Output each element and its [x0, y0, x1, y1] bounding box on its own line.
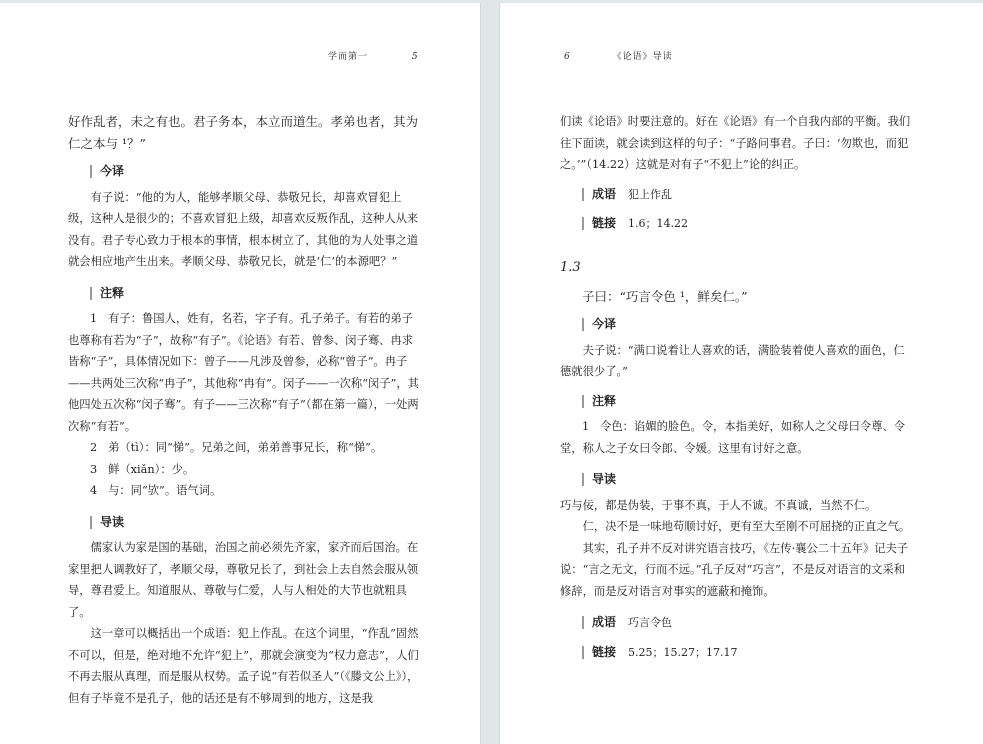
note-item: 1 有子：鲁国人，姓有，名若，字子有。孔子弟子。有若的弟子也尊称有若为“子”，故称“有子”。《论语》有若、曾参、闵子骞、冉求皆称“子”，具体情况如下：曾子——凡涉及曾参，必称“曾子”。冉子——共两处三次称“冉子”，其他称“冉有”。闵子——一次称“闵子”，其他四处五次称“闵子骞”。有子——三次称“有子”（都在第一篇），一处两次称“有若”。 — [68, 312, 419, 433]
page-number: 6 — [564, 52, 571, 62]
running-header — [328, 49, 419, 62]
section-bar — [90, 165, 92, 178]
notes-heading: 注释 — [582, 391, 913, 413]
link-value: 1.6；14.22 — [628, 217, 688, 230]
note-item: 1 令色：谄媚的脸色。令，本指美好，如称人之父母曰令尊、令堂，称人之子女曰令郎、令媛。这里有讨好之意。 — [560, 420, 906, 455]
header-title: 学而第一 — [328, 52, 369, 62]
guide-paragraph: 其实，孔子并不反对讲究语言技巧，《左传·襄公二十五年》记夫子说：“言之无文，行而不远。”孔子反对“巧言”，不是反对语言的文采和修辞，而是反对语言对事实的遮蔽和掩饰。 — [560, 541, 909, 598]
translation-text: 夫子说：“满口说着让人喜欢的话，满脸装着使人喜欢的面色，仁德就很少了。” — [560, 343, 905, 378]
section-bar — [582, 318, 584, 331]
note-item: 2 弟（tì）：同“悌”。兄弟之间，弟弟善事兄长，称“悌”。 — [90, 441, 383, 454]
guide-paragraph: 这一章可以概括出一个成语：犯上作乱。在这个词里，“作乱”固然不可以，但是，绝对地不允许“犯上”，那就会演变为“权力意志”，人们不再去服从真理，而是服从权势。孟子说“有若似圣人”（《滕文公上》），但有子毕竟不是孔子，他的话还是有不够周到的地方，这是我 — [68, 627, 419, 705]
right-page — [499, 3, 983, 744]
translation-heading: 今译 — [90, 161, 420, 183]
section-bar — [90, 516, 92, 529]
guide-heading: 导读 — [582, 469, 913, 491]
header-title: 《论语》导读 — [612, 52, 673, 62]
guide-paragraph: 巧与佞，都是伪装，于事不真，于人不诚。不真诚，当然不仁。 — [560, 498, 877, 512]
guide-paragraph: 仁，决不是一味地苟顺讨好，更有至大至刚不可屈挠的正直之气。 — [582, 520, 911, 533]
section-bar — [582, 473, 584, 486]
idiom-row: 成语 巧言令色 — [582, 612, 913, 634]
section-bar — [582, 646, 584, 659]
section-bar — [582, 395, 584, 408]
quote-text: 子曰：“巧言令色 ¹，鲜矣仁。” — [582, 289, 748, 304]
section-bar — [582, 616, 584, 629]
page-number: 5 — [411, 52, 419, 62]
link-value: 5.25；15.27；17.17 — [628, 645, 738, 659]
guide-heading: 导读 — [90, 512, 420, 534]
left-page — [0, 3, 481, 744]
running-header — [564, 49, 673, 62]
translation-text: 有子说：“他的为人，能够孝顺父母、恭敬兄长，却喜欢冒犯上级，这种人是很少的；不喜欢冒犯上级，却喜欢反叛作乱，这种人从来没有。君子专心致力于根本的事情，根本树立了，其他的为人处事之道就会相应地产生出来。孝顺父母、恭敬兄长，就是‘仁’的本源吧？” — [68, 190, 419, 268]
note-item: 4 与：同“欤”。语气词。 — [90, 484, 222, 497]
idiom-row: 成语 犯上作乱 — [582, 184, 913, 206]
idiom-value: 巧言令色 — [628, 616, 673, 629]
note-item: 3 鲜（xiǎn）：少。 — [90, 462, 195, 476]
link-row: 链接 1.6；14.22 — [582, 213, 913, 235]
right-body — [560, 111, 913, 667]
notes-heading: 注释 — [90, 283, 420, 305]
section-bar — [582, 217, 584, 230]
translation-heading: 今译 — [582, 314, 913, 336]
chapter-number: 1.3 — [560, 259, 581, 275]
opening-text: 好作乱者，未之有也。君子务本，本立而道生。孝弟也者，其为仁之本与 ¹？” — [68, 114, 419, 151]
left-body — [68, 111, 420, 709]
continuation-text: 们读《论语》时要注意的。好在《论语》有一个自我内部的平衡。我们往下面读，就会读到这样的句子：“子路问事君。子曰：‘勿欺也，而犯之。’”（14.22）这就是对有子“不犯上”论的纠正。 — [560, 115, 911, 171]
section-bar — [90, 287, 92, 300]
section-bar — [582, 188, 584, 201]
link-row: 链接 5.25；15.27；17.17 — [582, 642, 913, 664]
idiom-value: 犯上作乱 — [628, 187, 673, 201]
guide-paragraph: 儒家认为家是国的基础，治国之前必须先齐家，家齐而后国治。在家里把人调教好了，孝顺父母，尊敬兄长了，到社会上去自然会服从领导，尊君爱上。知道服从、尊敬与仁爱，人与人相处的大节也就粗具了。 — [68, 541, 419, 619]
